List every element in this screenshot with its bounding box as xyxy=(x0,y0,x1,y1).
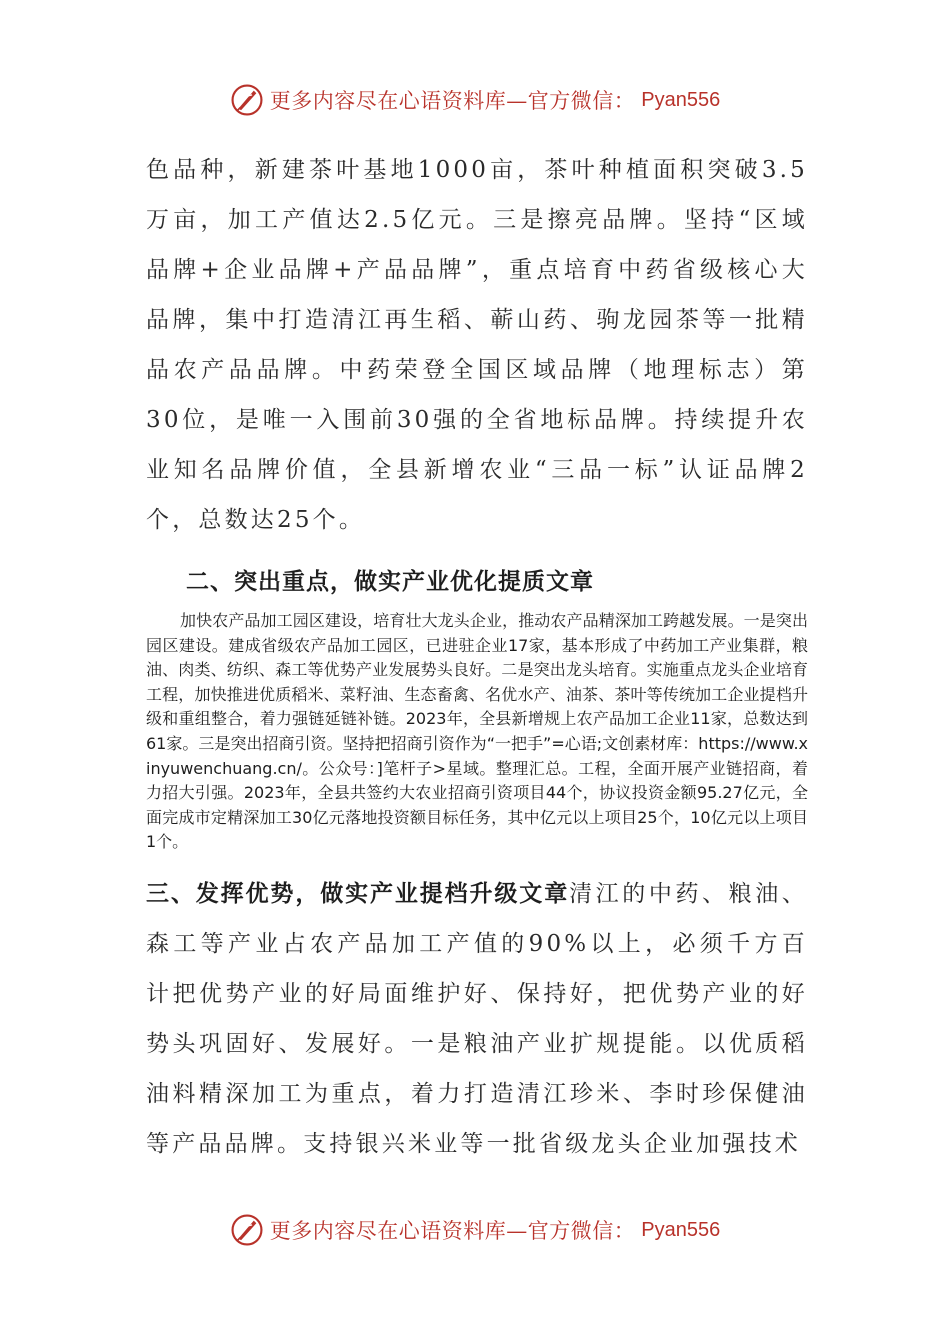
section-2-heading: 二、突出重点，做实产业优化提质文章 xyxy=(186,569,594,595)
paragraph-brand: 色品种，新建茶叶基地1000亩，茶叶种植面积突破3.5万亩，加工产值达2.5亿元。三是擦亮品牌。坚持“区域品牌+企业品牌+产品品牌”，重点培育中药省级核心大品牌，集中打造清江再生稻、蕲山药、驹龙园茶等一批精品农产品品牌。中药荣登全国区域品牌（地理标志）第30位，是唯一入围前30强的全省地标品牌。持续提升农业知名品牌价值，全县新增农业“三品一标”认证品牌2个，总数达25个。 xyxy=(146,157,808,533)
section-3-body: 清江的中药、粮油、森工等产业占农产品加工产值的90%以上，必须千方百计把优势产业的好局面维护好、保持好，把优势产业的好势头巩固好、发展好。一是粮油产业扩规提能。以优质稻油料精深加工为重点，着力打造清江珍米、李时珍保健油等产品品牌。支持银兴米业等一批省级龙头企业加强技术 xyxy=(146,880,808,1157)
header-watermark-banner xyxy=(0,80,950,120)
section-3-paragraph xyxy=(146,869,808,1169)
footer-watermark-banner xyxy=(0,1210,950,1250)
banner-text: 更多内容尽在心语资料库—官方微信： xyxy=(269,89,636,113)
banner-wechat-id: Pyan556 xyxy=(641,1218,721,1241)
banner-wechat-id: Pyan556 xyxy=(641,88,721,111)
section-2-body: 加快农产品加工园区建设，培育壮大龙头企业，推动农产品精深加工跨越发展。一是突出园区建设。建成省级农产品加工园区，已进驻企业17家，基本形成了中药加工产业集群，粮油、肉类、纺织、森工等优势产业发展势头良好。二是突出龙头培育。实施重点龙头企业培育工程，加快推进优质稻米、菜籽油、生态畜禽、名优水产、油茶、茶叶等传统加工企业提档升级和重组整合，着力强链延链补链。2023年，全县新增规上农产品加工企业11家，总数达到61家。三是突出招商引资。坚持把招商引资作为“一把手”=心语;文创素材库：https://www.xinyuwenchuang.cn/。公众号：]笔杆子>星域。整理汇总。工程，全面开展产业链招商，着力招大引强。2023年，全县共签约大农业招商引资项目44个，协议投资金额95.27亿元，全面完成市定精深加工30亿元落地投资额目标任务，其中亿元以上项目25个，10亿元以上项目1个。 xyxy=(146,611,808,852)
banner-text: 更多内容尽在心语资料库—官方微信： xyxy=(269,1219,636,1243)
document-body xyxy=(146,145,808,1169)
quill-logo-icon xyxy=(230,83,264,117)
section-3-heading: 三、发挥优势，做实产业提档升级文章 xyxy=(146,880,570,907)
quill-logo-icon xyxy=(230,1213,264,1247)
